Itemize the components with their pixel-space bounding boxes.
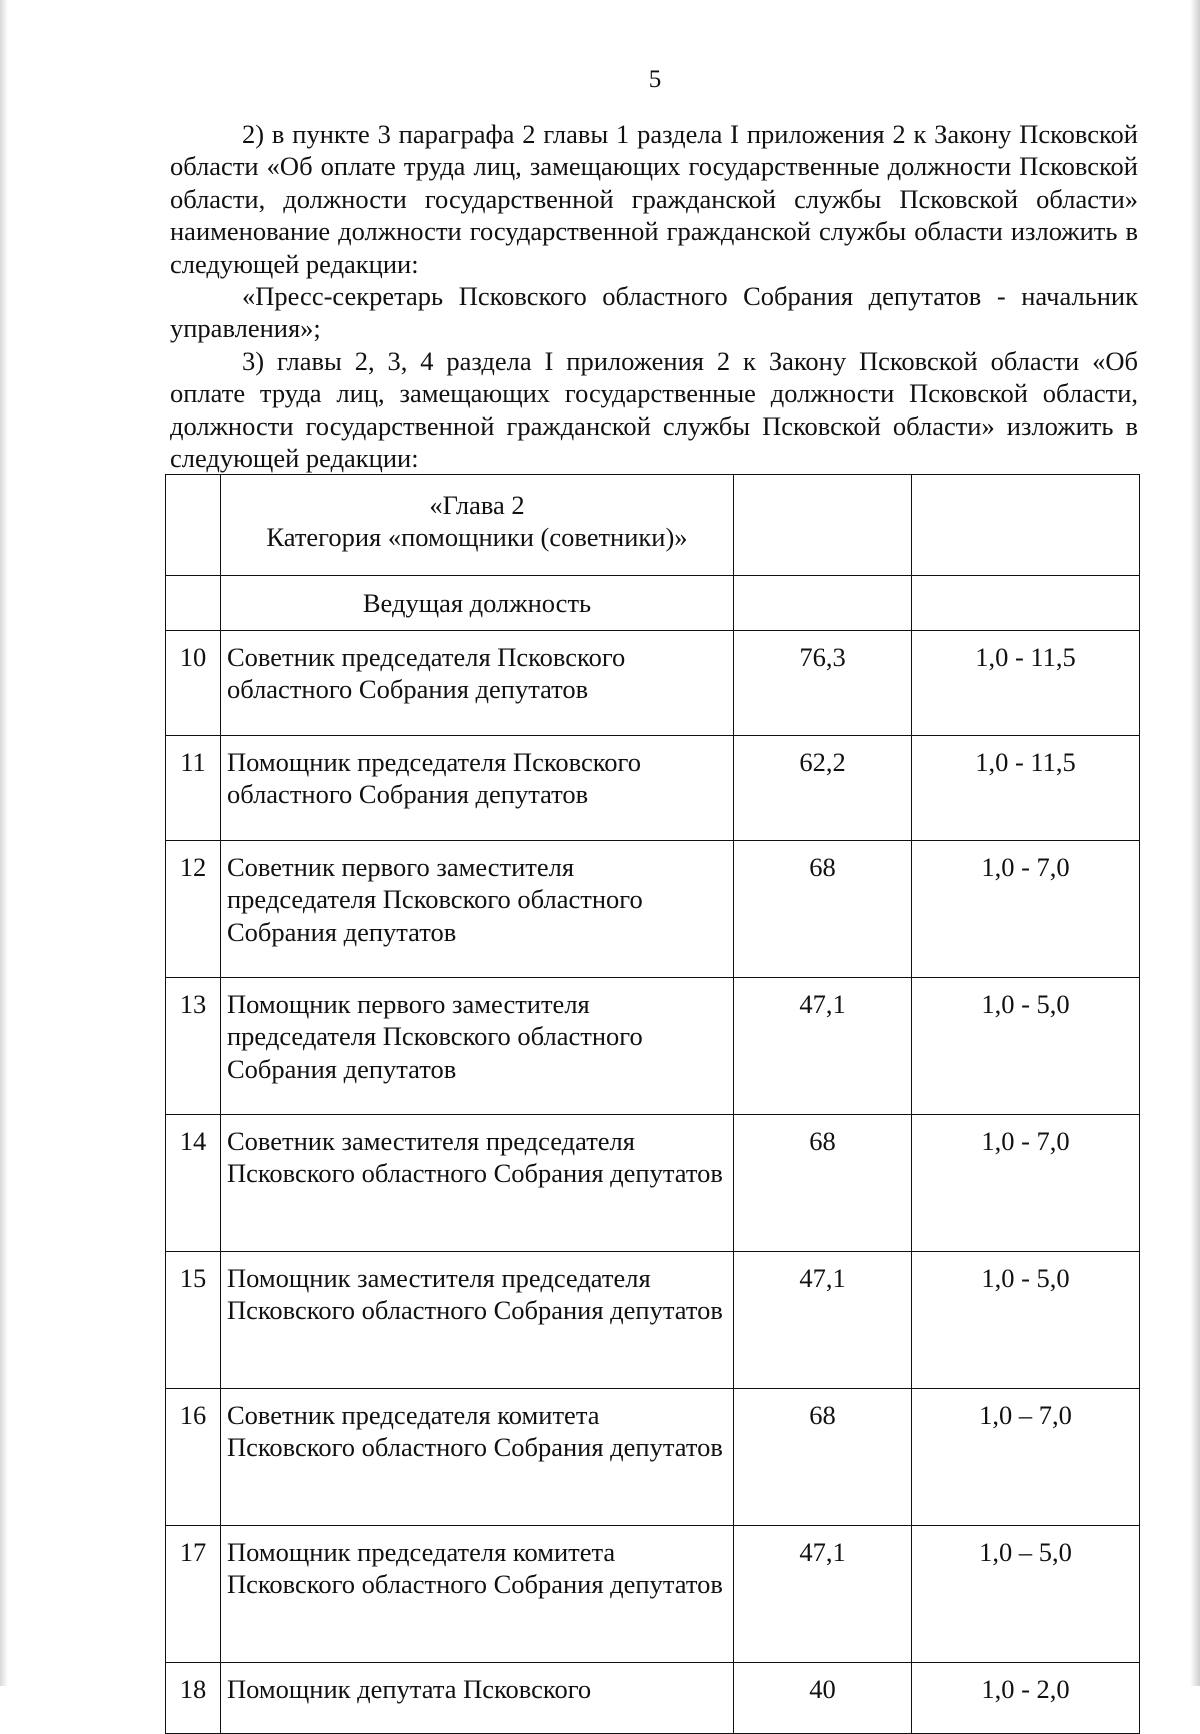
position-name: Советник председателя комитета Псковского областного Собрания депутатов — [221, 1389, 734, 1526]
coefficient-range: 1,0 - 7,0 — [912, 1115, 1140, 1252]
coefficient-range: 1,0 - 11,5 — [912, 736, 1140, 841]
page-number: 5 — [648, 66, 662, 93]
coefficient-range: 1,0 - 11,5 — [912, 631, 1140, 736]
group-empty-a — [734, 576, 912, 631]
row-number: 10 — [166, 631, 221, 736]
salary-table — [165, 474, 1140, 1734]
table-row — [166, 841, 1140, 978]
scan-edge-right — [1190, 0, 1200, 1686]
header-empty-b — [912, 475, 1140, 576]
chapter-heading-cell — [221, 475, 734, 576]
coefficient-range: 1,0 - 5,0 — [912, 978, 1140, 1115]
table-row — [166, 631, 1140, 736]
table-header-row — [166, 475, 1140, 576]
row-number: 13 — [166, 978, 221, 1115]
coefficient-range: 1,0 – 5,0 — [912, 1526, 1140, 1663]
paragraph-amendment-2: 2) в пункте 3 параграфа 2 главы 1 раздела I приложения 2 к Закону Псковской области «Об оплате труда лиц, замещающих государственные должности Псковской области, должности государственной гражданской службы Псковской области» наименование должности государственной гражданской службы области изложить в следующей редакции: — [170, 119, 1138, 279]
table-row — [166, 1663, 1140, 1734]
chapter-title: «Глава 2 — [429, 490, 525, 520]
salary-value: 68 — [734, 1389, 912, 1526]
position-name: Советник заместителя председателя Псковского областного Собрания депутатов — [221, 1115, 734, 1252]
row-number: 15 — [166, 1252, 221, 1389]
body-text — [170, 118, 1138, 474]
group-empty-b — [912, 576, 1140, 631]
position-name: Помощник заместителя председателя Псковского областного Собрания депутатов — [221, 1252, 734, 1389]
header-empty-num — [166, 475, 221, 576]
salary-value: 68 — [734, 1115, 912, 1252]
salary-value: 62,2 — [734, 736, 912, 841]
salary-value: 47,1 — [734, 1252, 912, 1389]
row-number: 12 — [166, 841, 221, 978]
table-row — [166, 1389, 1140, 1526]
coefficient-range: 1,0 - 2,0 — [912, 1663, 1140, 1734]
table-row — [166, 1252, 1140, 1389]
position-name: Помощник председателя комитета Псковского областного Собрания депутатов — [221, 1526, 734, 1663]
group-empty-num — [166, 576, 221, 631]
header-empty-a — [734, 475, 912, 576]
table-row — [166, 1526, 1140, 1663]
salary-value: 40 — [734, 1663, 912, 1734]
paragraph-new-title: «Пресс-секретарь Псковского областного Собрания депутатов - начальник управления»; — [170, 281, 1138, 344]
position-name: Советник первого заместителя председателя Псковского областного Собрания депутатов — [221, 841, 734, 978]
position-name: Советник председателя Псковского областного Собрания депутатов — [221, 631, 734, 736]
table-group-row — [166, 576, 1140, 631]
scan-edge-left — [0, 0, 8, 1686]
position-name: Помощник депутата Псковского — [221, 1663, 734, 1734]
row-number: 17 — [166, 1526, 221, 1663]
paragraph-amendment-3: 3) главы 2, 3, 4 раздела I приложения 2 к Закону Псковской области «Об оплате труда лиц, замещающих государственные должности Псковской области, должности государственной гражданской службы Псковской области» изложить в следующей редакции: — [170, 345, 1138, 474]
position-name: Помощник первого заместителя председателя Псковского областного Собрания депутатов — [221, 978, 734, 1115]
coefficient-range: 1,0 – 7,0 — [912, 1389, 1140, 1526]
group-label: Ведущая должность — [221, 576, 734, 631]
salary-value: 47,1 — [734, 978, 912, 1115]
salary-value: 47,1 — [734, 1526, 912, 1663]
row-number: 11 — [166, 736, 221, 841]
coefficient-range: 1,0 - 5,0 — [912, 1252, 1140, 1389]
position-name: Помощник председателя Псковского областного Собрания депутатов — [221, 736, 734, 841]
row-number: 18 — [166, 1663, 221, 1734]
coefficient-range: 1,0 - 7,0 — [912, 841, 1140, 978]
table-row — [166, 736, 1140, 841]
row-number: 14 — [166, 1115, 221, 1252]
row-number: 16 — [166, 1389, 221, 1526]
table-row — [166, 1115, 1140, 1252]
salary-value: 76,3 — [734, 631, 912, 736]
table-row — [166, 978, 1140, 1115]
chapter-category: Категория «помощники (советники)» — [266, 522, 688, 553]
salary-value: 68 — [734, 841, 912, 978]
